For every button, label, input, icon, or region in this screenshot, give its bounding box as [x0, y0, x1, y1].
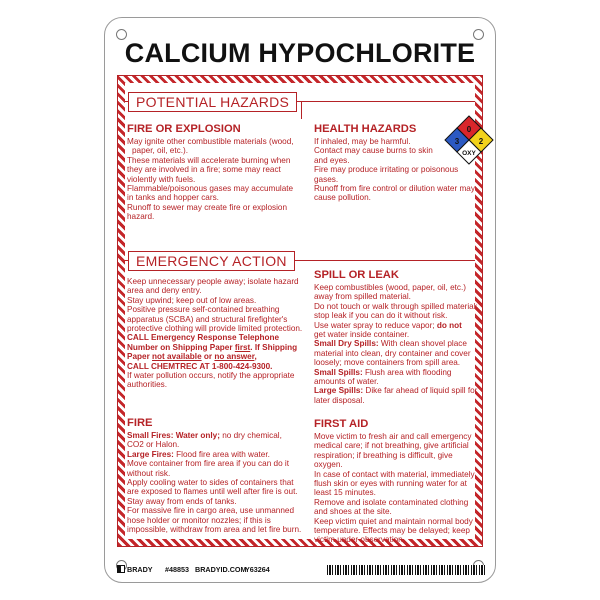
chemtrec-phone: CALL CHEMTREC AT 1-800-424-9300.: [127, 361, 273, 371]
text-line: stop leak if you can do it without risk.: [314, 311, 448, 321]
fire-explosion-heading: FIRE OR EXPLOSION: [127, 123, 241, 135]
text-line: in tanks and hopper cars.: [127, 193, 219, 203]
text-run: ,: [254, 352, 257, 362]
text-line: respiration; if breathing is difficult, give: [314, 450, 453, 460]
nfpa-reactivity-value: 2: [478, 137, 484, 146]
text-run: With clean shovel place: [378, 339, 467, 349]
text-line: temperature. Effects may be delayed; keep: [314, 526, 470, 536]
fire-heading: FIRE: [127, 417, 153, 429]
text-line: If inhaled, may be harmful.: [314, 137, 411, 146]
text-line: loosely; move containers from spill area.: [314, 358, 461, 368]
first-aid-heading: FIRST AID: [314, 418, 369, 430]
text-line: Move victim to fresh air and call emergency: [314, 432, 472, 441]
text-line: If water pollution occurs, notify the appropriate: [127, 371, 295, 381]
safety-sign: [104, 17, 496, 583]
sign-title: CALCIUM HYPOCHLORITE: [124, 38, 476, 68]
text-line: impossible, withdraw from area and let fire burn.: [127, 525, 302, 535]
text-line: Move container from fire area if you can do it: [127, 459, 290, 469]
text-line: oxygen.: [314, 460, 343, 470]
text-line: are exposed to flames until well after fire is out.: [127, 487, 298, 497]
hazard-panel: [125, 83, 478, 545]
text-run: no answer: [214, 352, 255, 362]
text-line: Positive pressure self-contained breathing: [127, 305, 280, 315]
emergency-action-heading: EMERGENCY ACTION: [128, 251, 295, 271]
text-line: apparatus (SCBA) and structural firefighter's: [127, 314, 288, 324]
text-run: Small Dry Spills:: [314, 339, 379, 349]
part-number: #48853: [165, 565, 189, 574]
text-line: These materials will accelerate burning when: [127, 155, 291, 165]
text-line: [127, 450, 313, 459]
text-run: Paper: [127, 352, 153, 362]
text-line: paper, oil, etc.).: [132, 146, 188, 156]
text-line: Fire may produce irritating or poisonous: [314, 165, 459, 175]
text-run: Flush area with flooding: [362, 367, 452, 377]
text-run: not available: [152, 352, 202, 362]
barcode: [327, 565, 485, 575]
text-line: area and deny entry.: [127, 286, 202, 296]
fire-section: [127, 417, 313, 534]
text-line: [314, 386, 484, 395]
emergency-call-line: CALL Emergency Response Telephone: [127, 333, 280, 343]
text-run: Number on Shipping Paper: [127, 342, 235, 352]
text-run: no dry chemical,: [219, 431, 282, 440]
text-line: Runoff from fire control or dilution water may: [314, 184, 475, 194]
text-line: material into clean, dry container and cover: [314, 348, 471, 358]
fire-explosion-section: [127, 123, 317, 222]
text-line: [314, 321, 484, 330]
text-line: CO2 or Halon.: [127, 440, 180, 450]
text-line: [314, 339, 484, 348]
text-line: [127, 431, 313, 440]
product-code: Y63264: [245, 565, 270, 574]
nfpa-diamond-icon: [444, 115, 494, 165]
column-divider: [301, 101, 302, 119]
sign-footer: [117, 565, 485, 577]
nfpa-health-value: 3: [454, 137, 460, 146]
text-line: violently with fuels.: [127, 174, 196, 184]
text-line: Keep victim quiet and maintain normal body: [314, 516, 473, 526]
website: BRADYID.COM: [195, 565, 247, 574]
spill-leak-section: [314, 269, 484, 405]
text-line: amounts of water.: [314, 377, 379, 387]
text-line: gases.: [314, 174, 339, 184]
text-line: get water inside container.: [314, 330, 410, 340]
text-line: they are involved in a fire; some may react: [127, 165, 281, 175]
text-line: medical care; if not breathing, give artificial: [314, 441, 469, 451]
text-line: Do not touch or walk through spilled material;: [314, 301, 478, 311]
text-run: Small Fires: Water only;: [127, 431, 220, 440]
text-line: Flammable/poisonous gases may accumulate: [127, 184, 294, 194]
text-run: first: [234, 342, 251, 352]
text-run: Large Fires:: [127, 449, 174, 459]
first-aid-section: [314, 418, 484, 545]
text-line: later disposal.: [314, 395, 365, 405]
text-line: authorities.: [127, 380, 168, 390]
text-run: . If Shipping: [250, 342, 298, 352]
text-line: In case of contact with material, immediately: [314, 469, 475, 479]
text-line: Contact may cause burns to skin: [314, 146, 433, 156]
text-run: or: [201, 352, 215, 362]
text-line: hazard.: [127, 212, 155, 222]
text-line: Runoff to sewer may create fire or explosion: [127, 202, 288, 212]
text-line: flush skin or eyes with running water for at: [314, 479, 467, 489]
text-line: cause pollution.: [314, 193, 371, 203]
text-line: least 15 minutes.: [314, 488, 376, 498]
potential-hazards-heading: POTENTIAL HAZARDS: [128, 92, 297, 112]
text-line: without risk.: [127, 468, 171, 478]
text-line: Stay upwind; keep out of low areas.: [127, 295, 257, 305]
text-line: Remove and isolate contaminated clothing: [314, 497, 469, 507]
text-line: and eyes.: [314, 155, 350, 165]
text-line: hose holder or monitor nozzles; if this is: [127, 515, 271, 525]
health-hazards-heading: HEALTH HAZARDS: [314, 123, 417, 135]
brand-name: BRADY: [127, 565, 153, 574]
emergency-action-section: [127, 277, 313, 390]
text-line: Apply cooling water to sides of containers that: [127, 478, 294, 488]
text-line: For massive fire in cargo area, use unmanned: [127, 506, 295, 516]
text-run: do not: [436, 320, 462, 330]
text-run: Dike far ahead of liquid spill for: [363, 386, 478, 396]
text-line: victim under observation.: [314, 535, 406, 545]
text-line: May ignite other combustible materials (wood,: [127, 137, 294, 146]
text-line: Stay away from ends of tanks.: [127, 496, 237, 506]
brady-logo-icon: [117, 565, 125, 573]
text-run: Flood fire area with water.: [173, 449, 270, 459]
nfpa-flammability-value: 0: [466, 125, 472, 134]
emergency-call-line: [127, 352, 313, 361]
text-run: Small Spills:: [314, 367, 363, 377]
text-line: Keep combustibles (wood, paper, oil, etc.): [314, 283, 467, 292]
nfpa-special-value: OXY: [462, 150, 476, 157]
text-line: protective clothing will provide limited protection.: [127, 324, 303, 334]
text-run: Large Spills:: [314, 386, 364, 396]
hazard-panel-border: [117, 75, 483, 547]
text-line: and shoes at the site.: [314, 507, 392, 517]
emergency-call-line: [127, 343, 313, 352]
text-line: away from spilled material.: [314, 292, 411, 302]
text-line: Keep unnecessary people away; isolate hazard: [127, 277, 299, 286]
text-line: [314, 368, 484, 377]
spill-leak-heading: SPILL OR LEAK: [314, 269, 399, 281]
text-run: Use water spray to reduce vapor;: [314, 320, 437, 330]
